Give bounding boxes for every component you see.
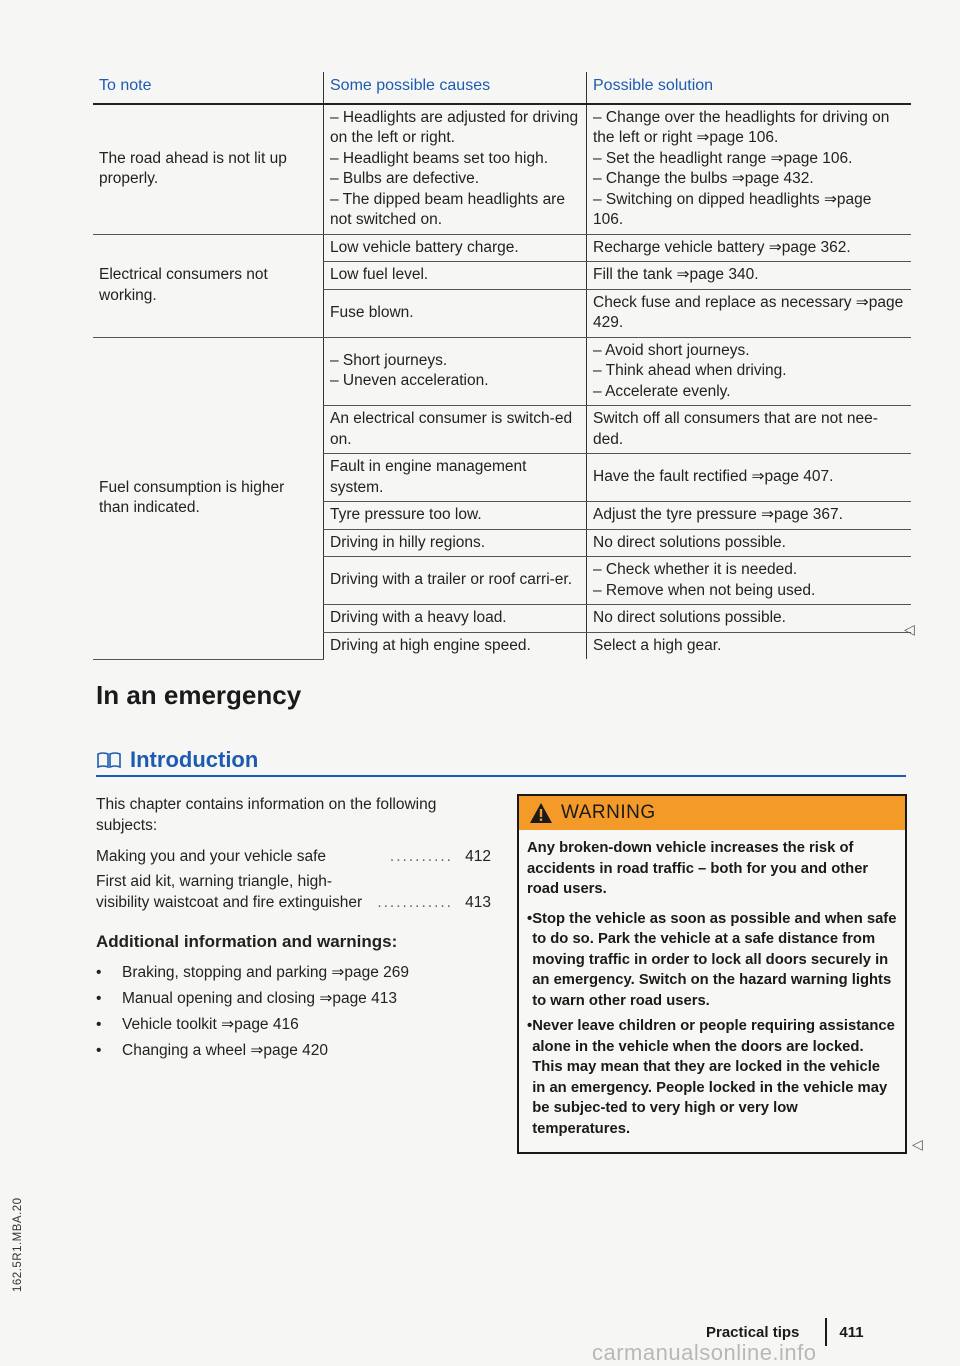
- solution-cell: [587, 529, 912, 557]
- cause-line: – Uneven acceleration.: [330, 372, 489, 390]
- solution-line: Select a high gear.: [593, 636, 722, 654]
- cause-line: Driving in hilly regions.: [330, 533, 486, 551]
- solution-cell: [587, 406, 912, 454]
- cause-line: Fault in engine management system.: [330, 458, 527, 496]
- watermark: carmanualsonline.info: [592, 1340, 817, 1365]
- list-item: [96, 962, 491, 983]
- warning-box: [517, 794, 907, 1154]
- solution-line: – Switching on dipped headlights ⇒page 106.: [593, 190, 872, 228]
- solution-line: Switch off all consumers that are not nee-ded.: [593, 410, 878, 448]
- solution-line: Adjust the tyre pressure ⇒page 367.: [593, 506, 843, 523]
- bullet-text: Braking, stopping and parking ⇒page 269: [122, 964, 410, 981]
- toc-page: 412: [465, 848, 491, 865]
- note-cell: Electrical consumers not working.: [93, 234, 324, 337]
- cause-cell: [324, 262, 587, 290]
- cause-cell: [324, 557, 587, 605]
- cause-cell: [324, 529, 587, 557]
- solution-line: Have the fault rectified ⇒page 407.: [593, 468, 834, 486]
- warning-item: [527, 1016, 897, 1139]
- warning-end-mark-icon: ◁: [912, 1136, 923, 1152]
- cause-line: – Short journeys.: [330, 351, 448, 369]
- toc-title: First aid kit, warning triangle, high-visibility waistcoat and fire extinguisher: [96, 873, 363, 911]
- warning-item: [527, 909, 897, 1012]
- list-item: [96, 1040, 491, 1061]
- solution-cell: [587, 632, 912, 659]
- bullet-text: Changing a wheel ⇒page 420: [122, 1042, 329, 1059]
- introduction-content: [96, 794, 491, 1066]
- solution-line: – Avoid short journeys.: [593, 341, 750, 359]
- header-to-note: To note: [93, 72, 324, 104]
- bullet-icon: •: [96, 964, 102, 981]
- cause-line: – The dipped beam headlights are not switched on.: [330, 190, 565, 228]
- cause-cell: [324, 234, 587, 262]
- solution-cell: [587, 502, 912, 530]
- intro-lead: This chapter contains information on the following subjects:: [96, 796, 437, 834]
- cause-cell: [324, 454, 587, 502]
- page-number: 411: [839, 1323, 864, 1341]
- toc-dots: ..........: [389, 848, 453, 865]
- solution-cell: [587, 234, 912, 262]
- warning-triangle-icon: [529, 802, 553, 824]
- solution-line: No direct solutions possible.: [593, 609, 786, 626]
- toc-title: Making you and your vehicle safe: [96, 848, 327, 865]
- header-solution: Possible solution: [587, 72, 912, 104]
- cause-line: Driving at high engine speed.: [330, 636, 531, 654]
- book-icon: [96, 751, 122, 769]
- troubleshooting-table: [93, 72, 911, 660]
- solution-line: Fill the tank ⇒page 340.: [593, 266, 759, 283]
- cause-cell: [324, 104, 587, 235]
- cause-line: An electrical consumer is switch-ed on.: [330, 410, 573, 448]
- solution-line: – Change the bulbs ⇒page 432.: [593, 170, 814, 187]
- cause-line: Low fuel level.: [330, 266, 429, 283]
- solution-cell: [587, 557, 912, 605]
- cause-line: Low vehicle battery charge.: [330, 238, 519, 256]
- solution-cell: [587, 289, 912, 337]
- cause-line: – Headlight beams set too high.: [330, 149, 548, 167]
- cause-line: Driving with a trailer or roof carri-er.: [330, 571, 573, 589]
- solution-line: – Check whether it is needed.: [593, 561, 798, 578]
- footer-divider: [825, 1318, 827, 1346]
- table-row: [93, 337, 911, 406]
- table-row: [93, 104, 911, 235]
- cause-cell: [324, 337, 587, 406]
- bullet-icon: •: [527, 910, 533, 927]
- bullet-icon: •: [96, 990, 102, 1007]
- introduction-rule: [96, 775, 906, 777]
- list-item: [96, 1014, 491, 1035]
- warning-title: WARNING: [561, 802, 656, 823]
- warning-text: Never leave children or people requiring assistance alone in the vehicle when the doors are locked. This may mean that they are locked in the vehicle in an emergency. People locked in the vehicle may be subjec-ted to very high or very low temperatures.: [532, 1018, 895, 1137]
- note-cell: Fuel consumption is higher than indicated.: [93, 337, 324, 659]
- cause-line: Fuse blown.: [330, 303, 414, 321]
- section-title: In an emergency: [96, 680, 302, 710]
- toc-page: 413: [465, 894, 491, 911]
- solution-line: – Accelerate evenly.: [593, 382, 731, 400]
- introduction-title: Introduction: [130, 747, 259, 772]
- additional-info-heading: Additional information and warnings:: [96, 932, 398, 951]
- header-causes: Some possible causes: [324, 72, 587, 104]
- cause-cell: [324, 632, 587, 659]
- table-row: [93, 234, 911, 262]
- list-item: [96, 988, 491, 1009]
- solution-line: No direct solutions possible.: [593, 533, 786, 551]
- solution-line: Recharge vehicle battery ⇒page 362.: [593, 238, 851, 256]
- note-cell: The road ahead is not lit up properly.: [93, 104, 324, 235]
- warning-body: [519, 830, 905, 1139]
- bullet-icon: •: [96, 1042, 102, 1059]
- warning-intro: Any broken-down vehicle increases the risk of accidents in road traffic – both for you and other road users.: [527, 840, 869, 897]
- cause-line: – Headlights are adjusted for driving on the left or right.: [330, 108, 579, 146]
- solution-line: – Set the headlight range ⇒page 106.: [593, 149, 853, 167]
- document-code: 162.5R1.MBA.20: [12, 1197, 24, 1292]
- bullet-text: Vehicle toolkit ⇒page 416: [122, 1016, 299, 1033]
- bullet-text: Manual opening and closing ⇒page 413: [122, 990, 397, 1007]
- cause-cell: [324, 502, 587, 530]
- solution-cell: [587, 454, 912, 502]
- toc-dots: ............: [377, 894, 453, 911]
- cause-line: Tyre pressure too low.: [330, 506, 482, 523]
- solution-line: – Remove when not being used.: [593, 581, 816, 599]
- bullet-icon: •: [96, 1016, 102, 1033]
- cause-cell: [324, 605, 587, 633]
- solution-cell: [587, 605, 912, 633]
- footer-section: Practical tips: [706, 1323, 800, 1341]
- warning-text: Stop the vehicle as soon as possible and when safe to do so. Park the vehicle at a safe distance from moving traffic in order to lock all doors securely in an emergency. Switch on the hazard warning lights to warn other road users.: [532, 910, 897, 1009]
- cause-line: – Bulbs are defective.: [330, 170, 480, 187]
- solution-line: Check fuse and replace as necessary ⇒page 429.: [593, 293, 904, 331]
- table-end-mark-icon: ◁: [904, 621, 915, 637]
- cause-cell: [324, 406, 587, 454]
- solution-cell: [587, 104, 912, 235]
- bullet-icon: •: [527, 1018, 533, 1034]
- toc-entry: [96, 846, 491, 867]
- cause-line: Driving with a heavy load.: [330, 609, 507, 626]
- solution-cell: [587, 337, 912, 406]
- warning-header: [519, 796, 905, 830]
- solution-cell: [587, 262, 912, 290]
- cause-cell: [324, 289, 587, 337]
- solution-line: – Change over the headlights for driving on the left or right ⇒page 106.: [593, 108, 890, 146]
- toc-entry: [96, 871, 491, 913]
- introduction-heading: [96, 747, 258, 773]
- solution-line: – Think ahead when driving.: [593, 362, 787, 379]
